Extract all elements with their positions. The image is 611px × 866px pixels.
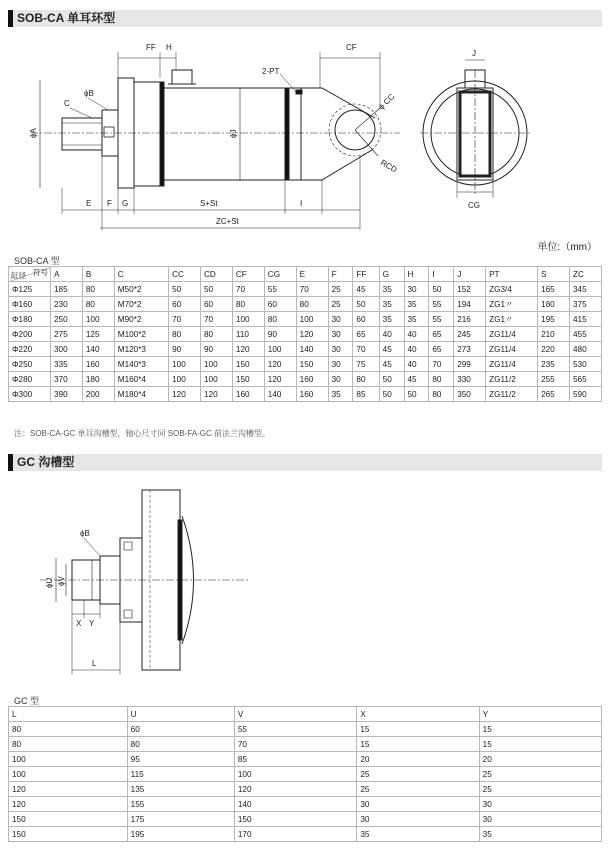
table-cell: Φ280: [9, 372, 51, 387]
table-cell: ZG3/4: [486, 282, 538, 297]
table-cell: 85: [353, 387, 379, 402]
table-cell: 160: [296, 387, 328, 402]
table-cell: 80: [296, 297, 328, 312]
table-cell: 299: [454, 357, 486, 372]
table-cell: 50: [429, 282, 454, 297]
column-header: E: [296, 267, 328, 282]
table-cell: 150: [234, 812, 357, 827]
table-cell: 60: [127, 722, 234, 737]
table-row: [9, 782, 602, 797]
table-cell: Φ180: [9, 312, 51, 327]
label-phi-b: ϕB: [84, 89, 94, 98]
table-row: [9, 737, 602, 752]
table-cell: M90*2: [114, 312, 168, 327]
table-cell: 35: [379, 297, 404, 312]
table-cell: 45: [379, 357, 404, 372]
table-cell: 175: [127, 812, 234, 827]
table-row: [9, 312, 602, 327]
table-cell: 200: [82, 387, 114, 402]
table-cell: 30: [328, 312, 353, 327]
table-cell: M140*3: [114, 357, 168, 372]
table-cell: 120: [9, 782, 128, 797]
column-header: F: [328, 267, 353, 282]
table-cell: 100: [9, 767, 128, 782]
table-cell: 60: [353, 312, 379, 327]
table-cell: 194: [454, 297, 486, 312]
table-row: [9, 767, 602, 782]
column-header: I: [429, 267, 454, 282]
table-row: [9, 372, 602, 387]
table-cell: 80: [232, 297, 264, 312]
table-cell: 235: [538, 357, 570, 372]
table-cell: 80: [169, 327, 201, 342]
label-zc-st: ZC+St: [216, 217, 239, 226]
table-cell: 40: [379, 327, 404, 342]
table-cell: 35: [404, 297, 429, 312]
table-cell: 120: [264, 372, 296, 387]
table-cell: 135: [127, 782, 234, 797]
table-cell: M160*4: [114, 372, 168, 387]
table1-caption: SOB-CA 型: [14, 256, 60, 266]
gc-table: [8, 706, 602, 842]
label-x: X: [76, 619, 82, 628]
table-cell: 30: [357, 812, 479, 827]
table-cell: 75: [353, 357, 379, 372]
table-cell: 565: [569, 372, 601, 387]
table-cell: 100: [9, 752, 128, 767]
table-cell: 30: [479, 812, 601, 827]
table-cell: 35: [328, 387, 353, 402]
column-header: V: [234, 707, 357, 722]
table-cell: Φ200: [9, 327, 51, 342]
column-header: CC: [169, 267, 201, 282]
table-cell: 170: [234, 827, 357, 842]
table-cell: 30: [328, 357, 353, 372]
table-cell: 50: [201, 282, 233, 297]
table-cell: 180: [82, 372, 114, 387]
table-cell: 15: [479, 737, 601, 752]
table-cell: 35: [479, 827, 601, 842]
table-cell: 265: [538, 387, 570, 402]
table-cell: 50: [169, 282, 201, 297]
label-cf: CF: [346, 43, 357, 52]
label-g: G: [122, 199, 129, 208]
table-cell: 150: [9, 812, 128, 827]
table-cell: 30: [404, 282, 429, 297]
table-cell: 590: [569, 387, 601, 402]
table-cell: 195: [127, 827, 234, 842]
table-cell: 152: [454, 282, 486, 297]
table-cell: 45: [353, 282, 379, 297]
table-cell: 160: [82, 357, 114, 372]
table-cell: 370: [50, 372, 82, 387]
table-cell: 50: [379, 372, 404, 387]
table-cell: 80: [264, 312, 296, 327]
table-cell: 25: [357, 782, 479, 797]
unit-label: 单位:（mm）: [537, 242, 597, 253]
table-cell: 35: [357, 827, 479, 842]
table-cell: 390: [50, 387, 82, 402]
table-cell: 480: [569, 342, 601, 357]
column-header: CF: [232, 267, 264, 282]
table2-caption: GC 型: [14, 696, 40, 706]
sob-ca-drawing: [0, 30, 611, 240]
label-phi-b: ϕB: [80, 529, 90, 538]
label-ff: FF: [146, 43, 156, 52]
table-cell: 80: [353, 372, 379, 387]
table-cell: 230: [50, 297, 82, 312]
table-cell: M100*2: [114, 327, 168, 342]
table-cell: 100: [232, 312, 264, 327]
table-cell: 455: [569, 327, 601, 342]
table-cell: 120: [264, 357, 296, 372]
table-cell: Φ125: [9, 282, 51, 297]
table-cell: 120: [296, 327, 328, 342]
label-h: H: [166, 43, 172, 52]
table-cell: 60: [201, 297, 233, 312]
label-l: L: [92, 659, 97, 668]
table-cell: 35: [379, 312, 404, 327]
label-phi-cc: ϕ CC: [377, 92, 397, 112]
table-cell: 70: [234, 737, 357, 752]
table-cell: 70: [169, 312, 201, 327]
table-cell: 255: [538, 372, 570, 387]
table-row: [9, 282, 602, 297]
table-row: [9, 297, 602, 312]
table-cell: 140: [82, 342, 114, 357]
label-s-st: S+St: [200, 199, 218, 208]
table-cell: 210: [538, 327, 570, 342]
table-cell: 65: [353, 327, 379, 342]
table-cell: 60: [169, 297, 201, 312]
table-cell: 140: [296, 342, 328, 357]
table-row: [9, 827, 602, 842]
column-header: S: [538, 267, 570, 282]
table-corner-cell: [9, 267, 51, 282]
table-cell: 95: [127, 752, 234, 767]
table-cell: 70: [429, 357, 454, 372]
table-cell: 70: [232, 282, 264, 297]
table-cell: 120: [232, 342, 264, 357]
table-cell: 25: [328, 297, 353, 312]
table-cell: 15: [479, 722, 601, 737]
table-cell: 120: [234, 782, 357, 797]
table-row: [9, 342, 602, 357]
table-cell: 160: [296, 372, 328, 387]
table-cell: 15: [357, 737, 479, 752]
table-cell: ZG11/4: [486, 357, 538, 372]
column-header: Y: [479, 707, 601, 722]
column-header: CG: [264, 267, 296, 282]
table-cell: 90: [264, 327, 296, 342]
table-cell: 100: [296, 312, 328, 327]
section-header-sob-ca: [8, 10, 602, 27]
column-header: H: [404, 267, 429, 282]
table-cell: 150: [296, 357, 328, 372]
column-header: ZC: [569, 267, 601, 282]
table-cell: 300: [50, 342, 82, 357]
table-cell: 100: [82, 312, 114, 327]
table-cell: 80: [82, 282, 114, 297]
table-cell: 80: [127, 737, 234, 752]
table-cell: 80: [429, 387, 454, 402]
table-cell: ZG11/4: [486, 342, 538, 357]
table-cell: 375: [569, 297, 601, 312]
table-cell: 50: [379, 387, 404, 402]
column-header: J: [454, 267, 486, 282]
label-f: F: [107, 199, 112, 208]
table-row: [9, 797, 602, 812]
table-cell: 150: [232, 357, 264, 372]
label-rcd: RCD: [379, 157, 399, 175]
gc-drawing: [0, 476, 611, 686]
table-cell: ZG11/4: [486, 327, 538, 342]
table-cell: 125: [82, 327, 114, 342]
table-cell: 140: [234, 797, 357, 812]
column-header: C: [114, 267, 168, 282]
table-cell: 273: [454, 342, 486, 357]
label-2pt: 2-PT: [262, 67, 280, 76]
column-header: PT: [486, 267, 538, 282]
table-row: [9, 752, 602, 767]
column-header: U: [127, 707, 234, 722]
label-i: I: [300, 199, 303, 208]
table-cell: 80: [9, 737, 128, 752]
column-header: L: [9, 707, 128, 722]
table-row: [9, 357, 602, 372]
label-e: E: [86, 199, 92, 208]
table-header-row: [9, 267, 602, 282]
table-cell: 55: [429, 297, 454, 312]
table-cell: 65: [429, 342, 454, 357]
table-cell: 80: [429, 372, 454, 387]
table-cell: 55: [234, 722, 357, 737]
table-row: [9, 722, 602, 737]
table-cell: 100: [169, 357, 201, 372]
table-cell: 25: [479, 767, 601, 782]
table-cell: 150: [9, 827, 128, 842]
table-cell: 100: [234, 767, 357, 782]
table-cell: 20: [479, 752, 601, 767]
table-note: 注：SOB-CA-GC 单耳沟槽型，轴心尺寸同 SOB-FA-GC 前法兰沟槽型。: [14, 429, 271, 438]
table-cell: 90: [169, 342, 201, 357]
table-cell: 65: [429, 327, 454, 342]
table-cell: 50: [404, 387, 429, 402]
table-cell: Φ220: [9, 342, 51, 357]
column-header: A: [50, 267, 82, 282]
label-phi-u: ϕU: [45, 577, 54, 588]
table-cell: 216: [454, 312, 486, 327]
table-cell: 100: [264, 342, 296, 357]
table-cell: 80: [201, 327, 233, 342]
label-phi-v: ϕV: [57, 576, 66, 586]
table-cell: 275: [50, 327, 82, 342]
table-cell: 90: [201, 342, 233, 357]
table-cell: 30: [479, 797, 601, 812]
table-cell: 15: [357, 722, 479, 737]
table-cell: 245: [454, 327, 486, 342]
table-cell: 110: [232, 327, 264, 342]
table-cell: 30: [357, 797, 479, 812]
table-cell: 30: [328, 327, 353, 342]
label-phi-j: ϕJ: [229, 129, 238, 138]
table-cell: 120: [9, 797, 128, 812]
section-title: GC 沟槽型: [17, 455, 75, 469]
table-cell: 160: [232, 387, 264, 402]
table-cell: 345: [569, 282, 601, 297]
table-cell: ZG11/2: [486, 387, 538, 402]
table-cell: 45: [379, 342, 404, 357]
table-cell: 25: [479, 782, 601, 797]
table-cell: 350: [454, 387, 486, 402]
corner-symbol-label: 符号: [32, 268, 48, 277]
table-cell: 415: [569, 312, 601, 327]
table-cell: 120: [169, 387, 201, 402]
table-cell: Φ250: [9, 357, 51, 372]
label-y: Y: [89, 619, 95, 628]
table-cell: 30: [328, 372, 353, 387]
table-header-row: [9, 707, 602, 722]
table-cell: 100: [201, 357, 233, 372]
section-header-gc: [8, 454, 602, 471]
table-cell: 530: [569, 357, 601, 372]
table-cell: M180*4: [114, 387, 168, 402]
table-cell: 80: [82, 297, 114, 312]
table-cell: 195: [538, 312, 570, 327]
table-cell: M120*3: [114, 342, 168, 357]
table-cell: 85: [234, 752, 357, 767]
table-cell: 150: [232, 372, 264, 387]
table-cell: 70: [296, 282, 328, 297]
table-cell: 30: [328, 342, 353, 357]
table-row: [9, 812, 602, 827]
table-cell: 155: [127, 797, 234, 812]
table-cell: 250: [50, 312, 82, 327]
table-cell: 40: [404, 342, 429, 357]
table-cell: 330: [454, 372, 486, 387]
table-cell: M70*2: [114, 297, 168, 312]
table-cell: 25: [328, 282, 353, 297]
table-cell: 70: [201, 312, 233, 327]
table-cell: Φ160: [9, 297, 51, 312]
section-title: SOB-CA 单耳环型: [17, 11, 116, 25]
table-cell: 60: [264, 297, 296, 312]
table-cell: 180: [538, 297, 570, 312]
table-cell: 20: [357, 752, 479, 767]
corner-bore-label: 缸径: [11, 271, 26, 280]
label-phi-a: ϕA: [29, 128, 38, 138]
table-cell: 70: [353, 342, 379, 357]
table-cell: 45: [404, 372, 429, 387]
table-cell: 100: [201, 372, 233, 387]
table-cell: 165: [538, 282, 570, 297]
column-header: CD: [201, 267, 233, 282]
table-cell: 55: [429, 312, 454, 327]
table-cell: Φ300: [9, 387, 51, 402]
label-c: C: [64, 99, 70, 108]
table-cell: 35: [379, 282, 404, 297]
label-cg: CG: [468, 201, 480, 210]
table-cell: ZG1〃: [486, 297, 538, 312]
table-cell: 335: [50, 357, 82, 372]
sob-ca-table: [8, 266, 602, 402]
column-header: FF: [353, 267, 379, 282]
column-header: B: [82, 267, 114, 282]
table-cell: 80: [9, 722, 128, 737]
table-cell: 140: [264, 387, 296, 402]
table-cell: 120: [201, 387, 233, 402]
table-cell: 35: [404, 312, 429, 327]
table-cell: 220: [538, 342, 570, 357]
table-cell: M50*2: [114, 282, 168, 297]
table-cell: 50: [353, 297, 379, 312]
table-cell: 40: [404, 327, 429, 342]
column-header: G: [379, 267, 404, 282]
table-cell: 55: [264, 282, 296, 297]
table-cell: 40: [404, 357, 429, 372]
label-j: J: [472, 49, 476, 58]
column-header: X: [357, 707, 479, 722]
table-cell: ZG1〃: [486, 312, 538, 327]
table-cell: 25: [357, 767, 479, 782]
table-row: [9, 387, 602, 402]
table-cell: 185: [50, 282, 82, 297]
table-cell: ZG11/2: [486, 372, 538, 387]
table-row: [9, 327, 602, 342]
table-cell: 100: [169, 372, 201, 387]
table-cell: 115: [127, 767, 234, 782]
